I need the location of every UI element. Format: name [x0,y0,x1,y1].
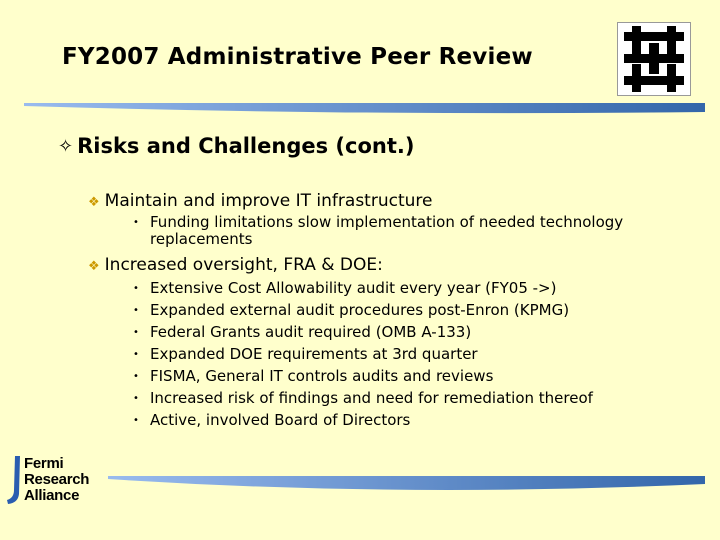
four-point-star-icon: ✧ [58,135,74,157]
section-heading [58,134,414,158]
section-heading-text: Risks and Challenges (cont.) [77,134,415,158]
dot-bullet-icon: • [133,349,139,360]
fra-j-mark-icon [6,456,22,504]
sub-bullet-list [133,279,593,433]
diamond-bullet-icon: ❖ [88,259,100,274]
bullet-item-2 [88,255,383,275]
dot-bullet-icon: • [133,305,139,316]
diamond-bullet-icon: ❖ [88,195,100,210]
bottom-swoosh [108,476,705,490]
fra-logo-line-1: Fermi [24,455,64,472]
top-swoosh [24,103,705,113]
fra-logo-line-2: Research [24,471,90,488]
fra-logo-line-3: Alliance [24,487,80,504]
list-item: • Extensive Cost Allowability audit every year (FY05 ->) [133,279,557,297]
fermi-research-alliance-logo [6,456,89,504]
list-item: • Active, involved Board of Directors [133,411,411,429]
sub-bullet-1-1: • Funding limitations slow implementation of needed technology [133,213,624,231]
dot-bullet-icon: • [133,283,139,294]
bullet-item-1 [88,191,432,211]
dot-bullet-icon: • [133,393,139,404]
dot-bullet-icon: • [133,327,139,338]
page-title: FY2007 Administrative Peer Review [62,44,533,70]
fermilab-logo-icon [618,23,690,95]
list-item: • Expanded DOE requirements at 3rd quarter [133,345,478,363]
dot-bullet-icon: • [133,217,139,228]
list-item: • Expanded external audit procedures post-Enron (KPMG) [133,301,570,319]
dot-bullet-icon: • [133,415,139,426]
list-item: • FISMA, General IT controls audits and reviews [133,367,494,385]
bullet-item-2-label: Increased oversight, FRA & DOE: [104,255,383,275]
fermilab-logo [617,22,691,96]
list-item: • Increased risk of findings and need for remediation thereof [133,389,593,407]
sub-bullet-1-1-continued: replacements [150,230,253,248]
list-item: • Federal Grants audit required (OMB A-133) [133,323,472,341]
bullet-item-1-label: Maintain and improve IT infrastructure [104,191,433,211]
dot-bullet-icon: • [133,371,139,382]
